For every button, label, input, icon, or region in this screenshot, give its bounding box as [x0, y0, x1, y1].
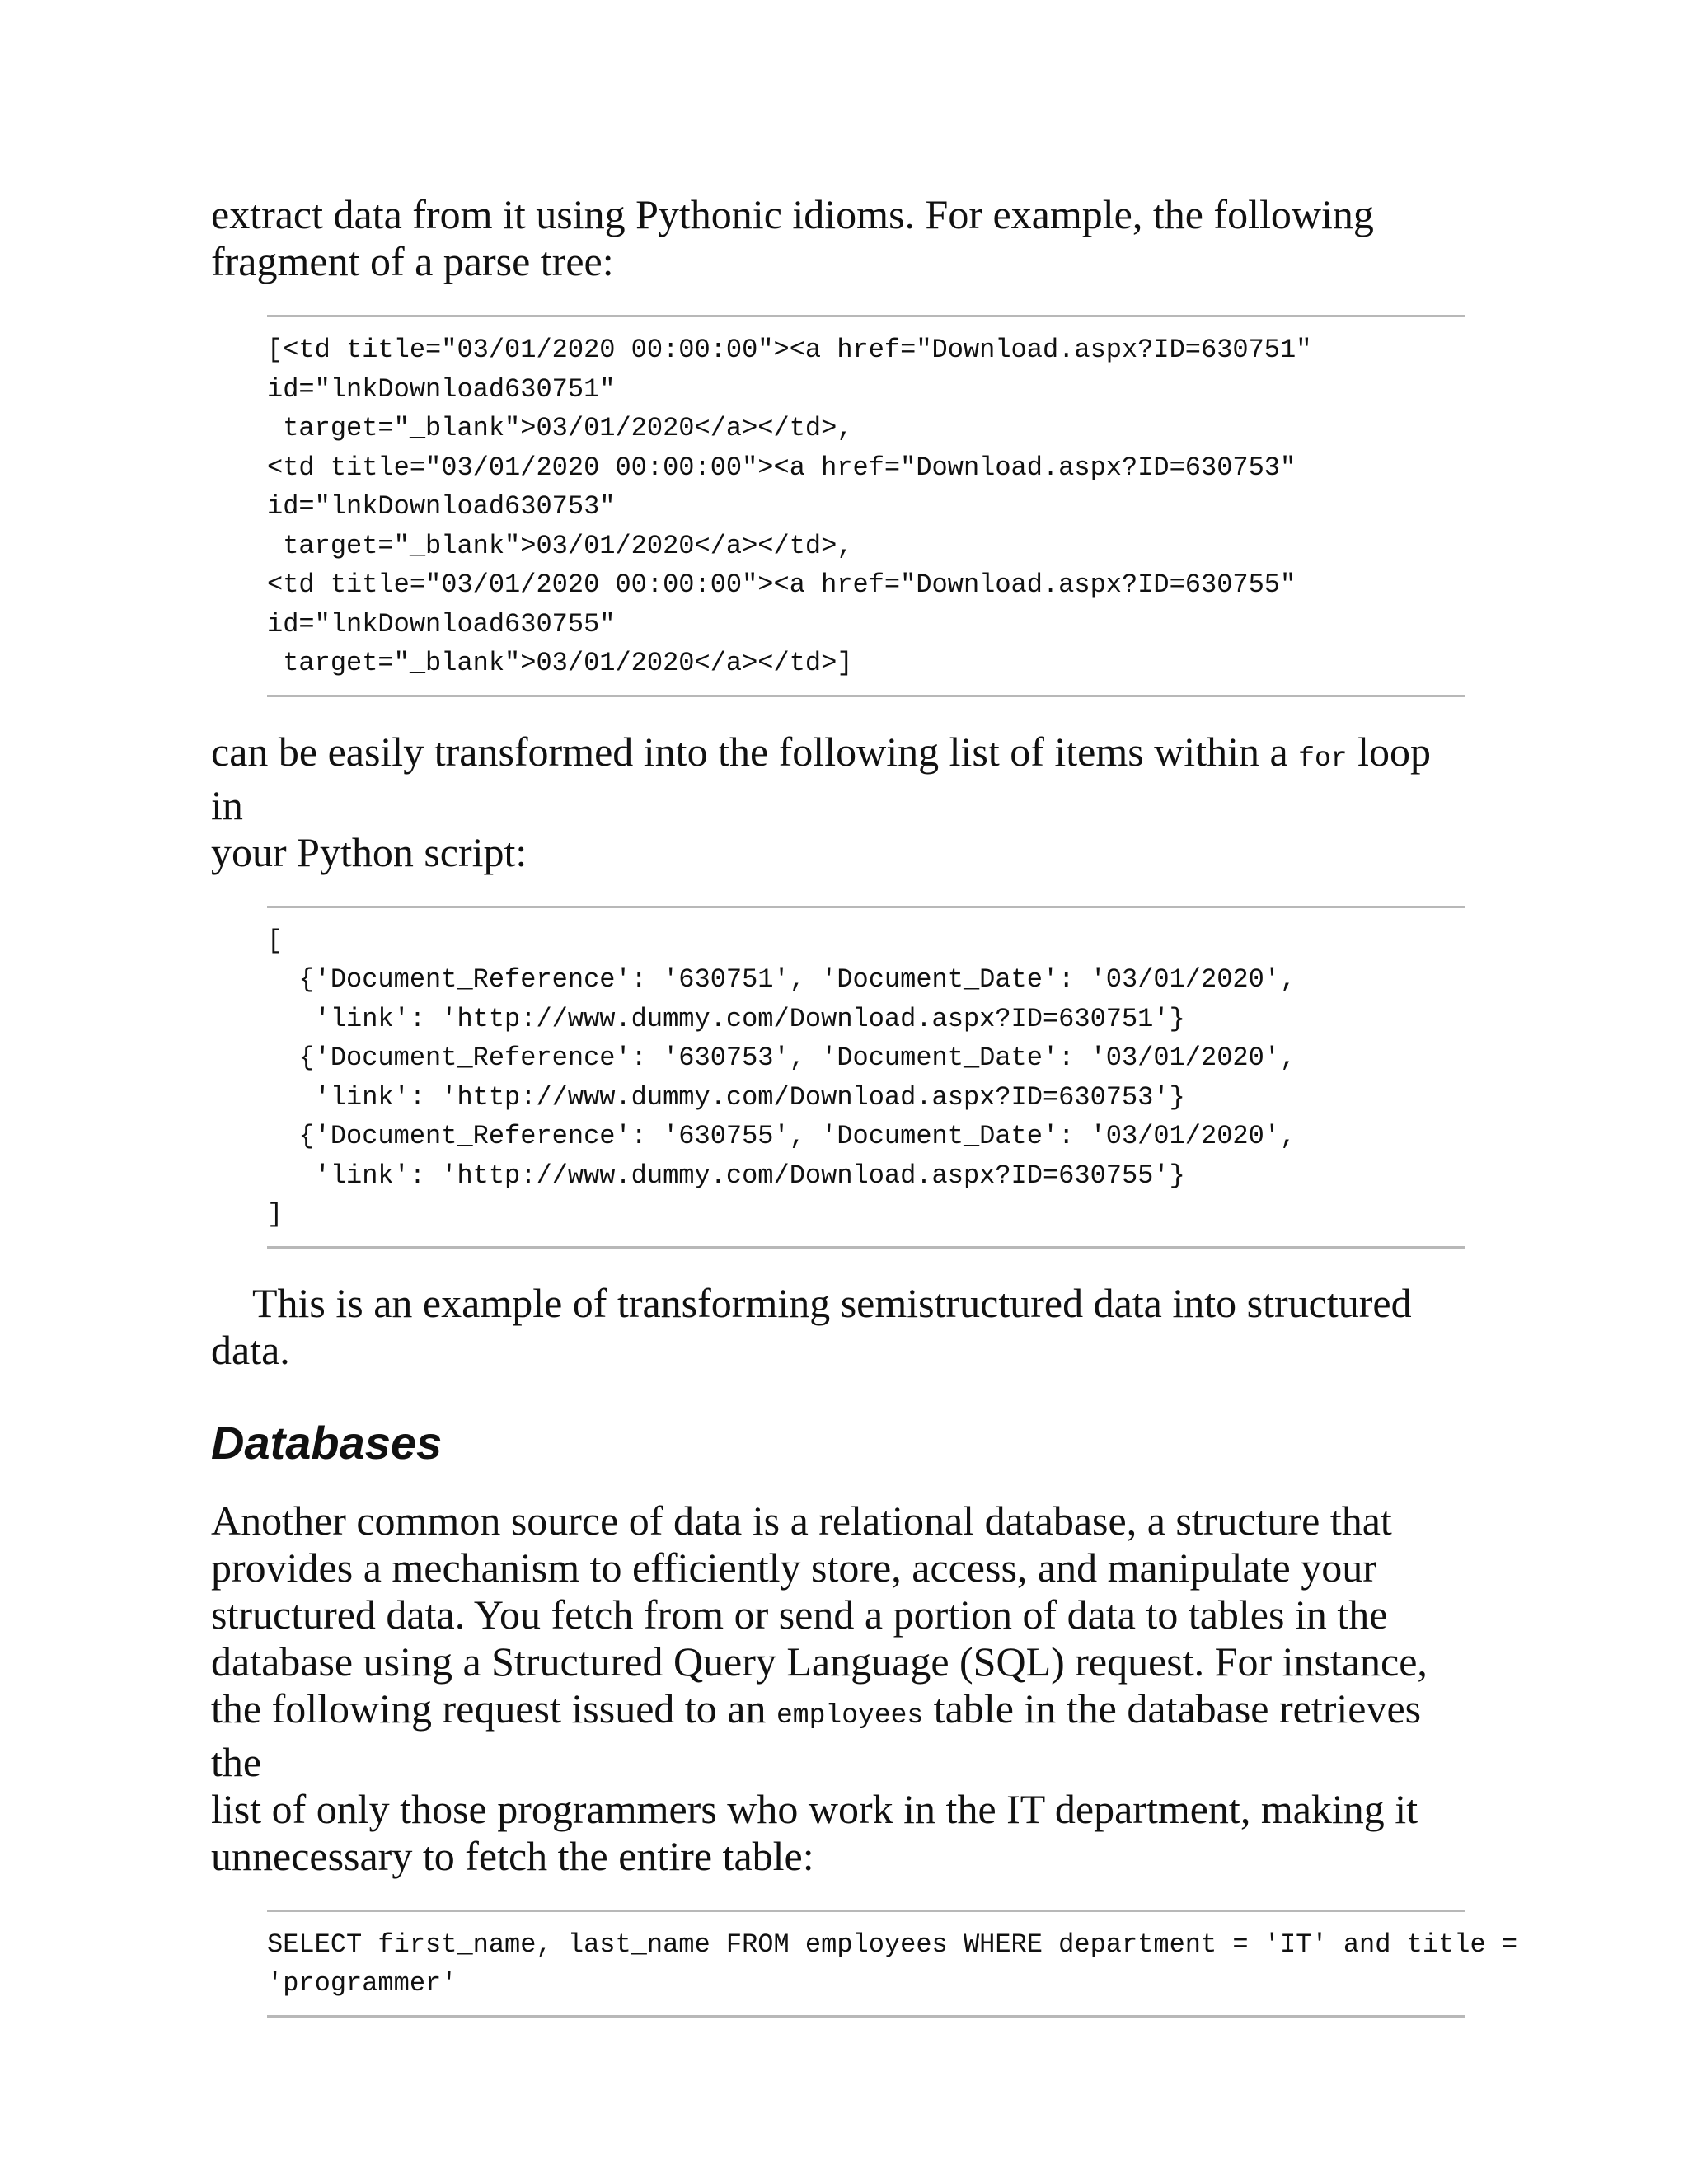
- example-paragraph: This is an example of transforming semistructured data into structured data.: [211, 1279, 1412, 1373]
- code-line: SELECT first_name, last_name FROM employees WHERE department = 'IT' and title =: [267, 1929, 1518, 1960]
- code-line: id="lnkDownload630753": [267, 491, 616, 522]
- code-line: 'link': 'http://www.dummy.com/Download.aspx?ID=630755'}: [267, 1160, 1185, 1191]
- code-line: 'link': 'http://www.dummy.com/Download.aspx?ID=630751'}: [267, 1003, 1185, 1034]
- parse-tree-code-block: [267, 315, 1465, 697]
- code-line: ]: [267, 1199, 284, 1230]
- databases-text-before: Another common source of data is a relational database, a structure that provides a mechanism to efficiently store, access, and manipulate your structured data. You fetch from or send a portion of data to tables in the database using a Structured Query Language (SQL) request. For instance, the following request issued to an: [211, 1497, 1428, 1732]
- code-line: 'link': 'http://www.dummy.com/Download.aspx?ID=630753'}: [267, 1081, 1185, 1113]
- code-line: {'Document_Reference': '630755', 'Document_Date': '03/01/2020',: [267, 1121, 1296, 1151]
- code-line: <td title="03/01/2020 00:00:00"><a href="Download.aspx?ID=630753": [267, 452, 1296, 483]
- code-line: 'programmer': [267, 1968, 457, 1999]
- code-line: target="_blank">03/01/2020</a></td>,: [267, 413, 853, 443]
- code-line: <td title="03/01/2020 00:00:00"><a href="Download.aspx?ID=630755": [267, 569, 1296, 600]
- section-heading-databases: Databases: [211, 1416, 443, 1469]
- intro-paragraph: extract data from it using Pythonic idioms. For example, the following fragment of a parse tree:: [211, 191, 1374, 284]
- sql-code-block: [267, 1910, 1518, 2018]
- transform-text-after: loop in your Python script:: [211, 728, 1431, 875]
- databases-text-after: table in the database retrieves the list of only those programmers who work in the IT department, making it unnecessary to fetch the entire table:: [211, 1685, 1422, 1879]
- code-line: {'Document_Reference': '630753', 'Document_Date': '03/01/2020',: [267, 1043, 1296, 1073]
- python-list-code-block: [267, 906, 1465, 1249]
- transform-paragraph: [211, 729, 1465, 876]
- code-line: target="_blank">03/01/2020</a></td>,: [267, 530, 853, 561]
- transform-text-before: can be easily transformed into the following list of items within a: [211, 728, 1299, 775]
- document-page: [211, 191, 1518, 2018]
- code-line: target="_blank">03/01/2020</a></td>]: [267, 648, 853, 678]
- code-line: id="lnkDownload630755": [267, 608, 616, 640]
- code-line: id="lnkDownload630751": [267, 373, 616, 405]
- code-line: [: [267, 925, 284, 956]
- code-line: {'Document_Reference': '630751', 'Document_Date': '03/01/2020',: [267, 964, 1296, 995]
- code-line: [<td title="03/01/2020 00:00:00"><a href="Download.aspx?ID=630751": [267, 335, 1312, 365]
- inline-code-for: for: [1298, 743, 1348, 774]
- databases-paragraph: [211, 1497, 1465, 1880]
- inline-code-employees: employees: [776, 1699, 924, 1731]
